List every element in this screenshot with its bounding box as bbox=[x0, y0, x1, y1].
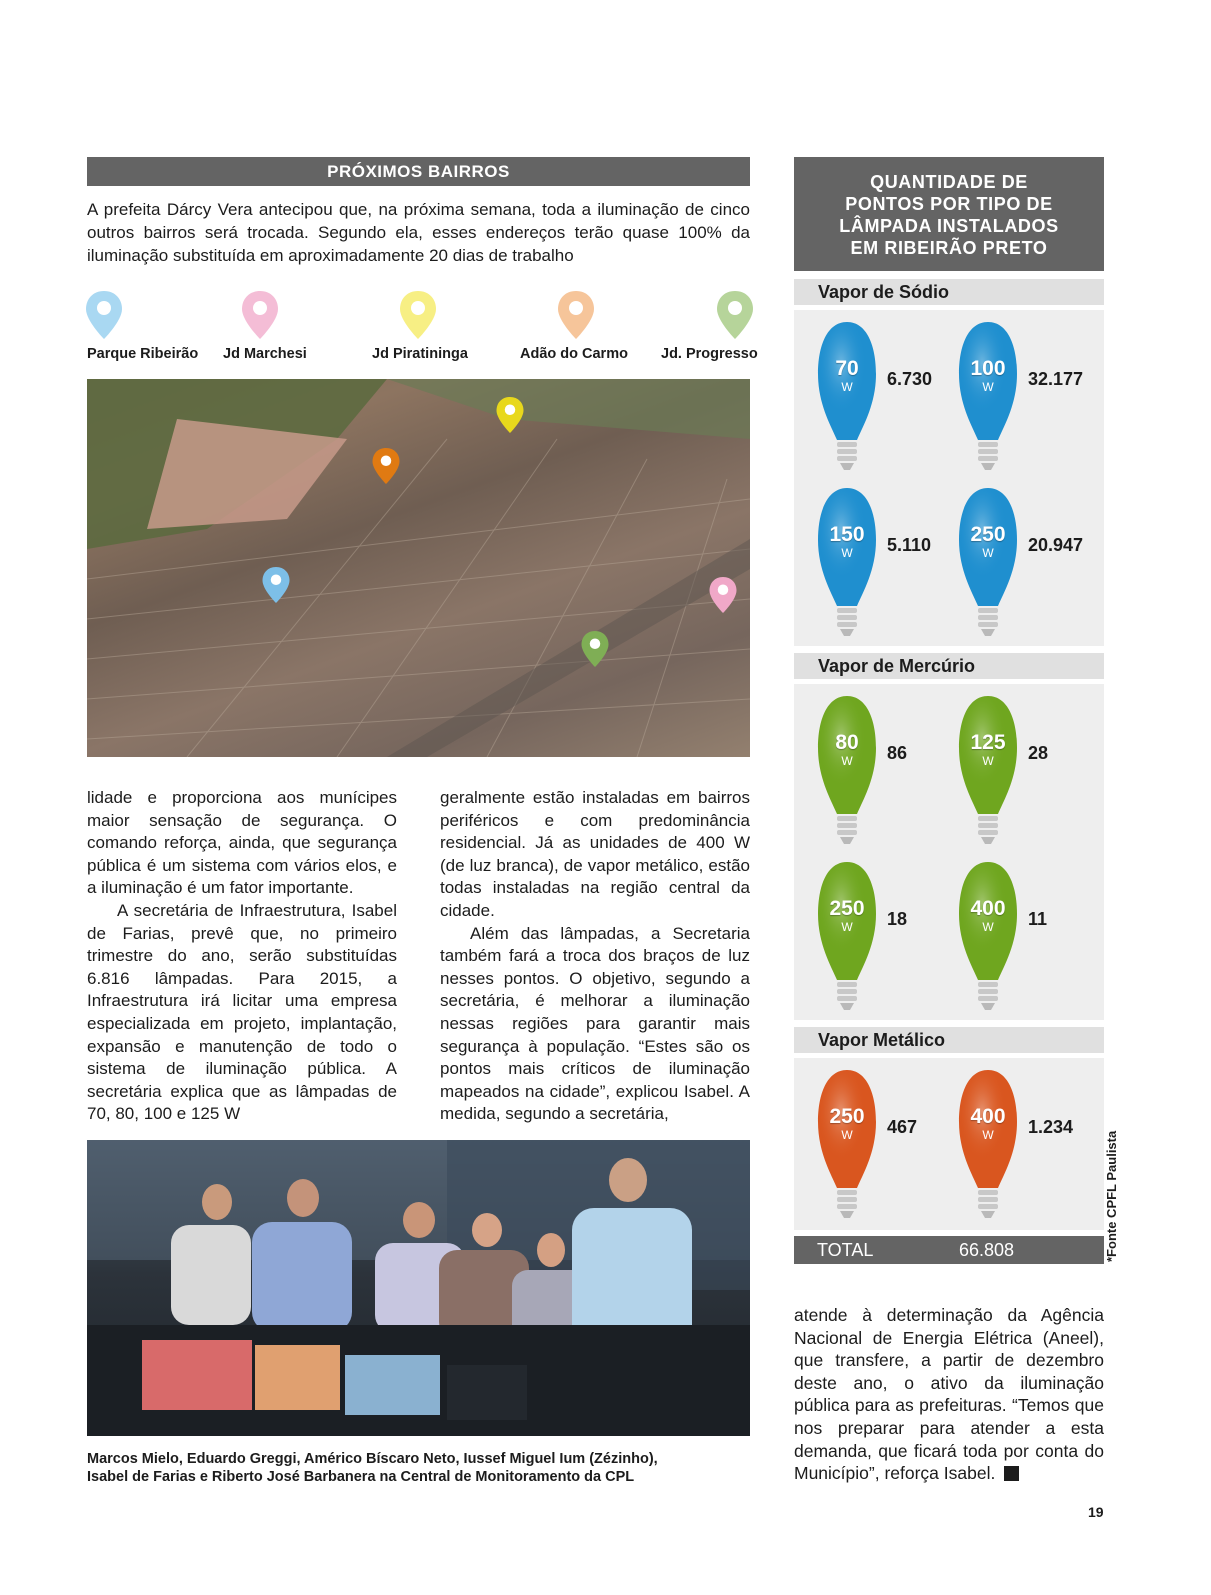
lamp-unit: W bbox=[982, 920, 994, 934]
lamp-count: 86 bbox=[887, 743, 908, 763]
pin-icon bbox=[398, 289, 438, 341]
caption-line: Marcos Mielo, Eduardo Greggi, Américo Bíscaro Neto, Iussef Miguel Ium (Zézinho), bbox=[87, 1451, 658, 1467]
neighborhood-label: Adão do Carmo bbox=[520, 346, 628, 362]
lamp-count: 18 bbox=[887, 909, 908, 929]
lamp-count: 20.947 bbox=[1028, 535, 1084, 555]
pin-icon bbox=[84, 289, 124, 341]
neighborhood-label: Jd Marchesi bbox=[223, 346, 307, 362]
sidebar-closing-text bbox=[794, 1304, 1104, 1485]
sidebar-title-line: LÂMPADA INSTALADOS bbox=[839, 216, 1059, 236]
lamp-count: 6.730 bbox=[887, 369, 933, 389]
intro-paragraph: A prefeita Dárcy Vera antecipou que, na próxima semana, toda a iluminação de cinco outros bairros será trocada. Segundo ela, esses endereços terão quase 100% da iluminação substituída em aproximadamente 20 dias de trabalho bbox=[87, 200, 750, 265]
pin-icon bbox=[715, 289, 755, 341]
paragraph: lidade e proporciona aos munícipes maior sensação de segurança. O comando reforça, ainda, que segurança pública é um sistema com vários elos, e a iluminação é um fator importante. bbox=[87, 788, 397, 898]
lamp-wattage: 70 bbox=[835, 357, 859, 380]
lamp-wattage: 80 bbox=[835, 731, 859, 754]
aerial-map-image bbox=[87, 379, 750, 757]
lamp-count: 5.110 bbox=[887, 535, 932, 555]
lamp-wattage: 100 bbox=[970, 357, 1006, 380]
category-header: Vapor de Mercúrio bbox=[794, 653, 1104, 679]
sidebar-title-line: QUANTIDADE DE bbox=[870, 172, 1028, 192]
lamp-wattage: 250 bbox=[829, 1105, 865, 1128]
map-pin-icon bbox=[580, 628, 610, 675]
group-photo bbox=[87, 1140, 750, 1436]
sidebar-title-line: PONTOS POR TIPO DE bbox=[845, 194, 1053, 214]
paragraph: geralmente estão instaladas em bairros periféricos e com predominância residencial. Já as unidades de 400 W (de luz branca), de vapor metálico, estão todas instaladas na região central da cidade. bbox=[440, 788, 750, 920]
article-column-right bbox=[440, 787, 750, 1126]
section-title-bar bbox=[87, 157, 750, 186]
neighborhood-label: Parque Ribeirão bbox=[87, 346, 199, 362]
lamp-count: 28 bbox=[1028, 743, 1049, 763]
lamp-count: 11 bbox=[1028, 909, 1048, 929]
map-pin-icon bbox=[495, 394, 525, 441]
caption-line: Isabel de Farias e Riberto José Barbanera na Central de Monitoramento da CPL bbox=[87, 1469, 635, 1485]
category-header: Vapor Metálico bbox=[794, 1027, 1104, 1053]
lamp-unit: W bbox=[841, 380, 853, 394]
lamp-bulb-icon bbox=[956, 318, 1020, 474]
sidebar-title-line: EM RIBEIRÃO PRETO bbox=[850, 238, 1048, 258]
lamp-unit: W bbox=[982, 546, 994, 560]
paragraph: atende à determinação da Agência Nacional de Energia Elétrica (Aneel), que transfere, a partir de dezembro deste ano, o ativo da iluminação pública para as prefeituras. “Temos que nos preparar para atender a esta demanda, que ficará toda por conta do Município”, reforça Isabel. bbox=[794, 1305, 1104, 1484]
lamp-count: 467 bbox=[887, 1117, 918, 1137]
lamp-unit: W bbox=[982, 754, 994, 768]
lamp-wattage: 400 bbox=[970, 1105, 1006, 1128]
neighborhood-label: Jd. Progresso bbox=[661, 346, 758, 362]
lamp-bulb-icon bbox=[956, 692, 1020, 848]
total-bar bbox=[794, 1236, 1104, 1264]
total-label: TOTAL bbox=[817, 1240, 874, 1260]
lamp-unit: W bbox=[841, 1128, 853, 1142]
photo-caption bbox=[87, 1450, 750, 1486]
lamp-bulb-icon bbox=[956, 858, 1020, 1014]
pin-icon bbox=[240, 289, 280, 341]
map-pin-icon bbox=[261, 564, 291, 611]
category-header: Vapor de Sódio bbox=[794, 279, 1104, 305]
lamp-bulb-icon bbox=[815, 318, 879, 474]
lamp-wattage: 400 bbox=[970, 897, 1006, 920]
lamp-wattage: 250 bbox=[970, 523, 1006, 546]
end-mark-icon bbox=[1004, 1466, 1019, 1481]
lamp-bulb-icon bbox=[815, 1066, 879, 1222]
lamp-count: 1.234 bbox=[1028, 1117, 1074, 1137]
lamp-unit: W bbox=[841, 754, 853, 768]
paragraph: Além das lâmpadas, a Secretaria também fará a troca dos braços de luz nesses pontos. O objetivo, segundo a secretária, é melhorar a iluminação nessas regiões para garantir mais segurança à população. “Estes são os pontos mais críticos de iluminação mapeados na cidade”, explicou Isabel. A medida, segundo a secretária, bbox=[440, 923, 750, 1124]
sidebar-title bbox=[794, 157, 1104, 271]
lamp-bulb-icon bbox=[956, 484, 1020, 640]
lamp-count: 32.177 bbox=[1028, 369, 1084, 389]
lamp-unit: W bbox=[982, 380, 994, 394]
page-number: 19 bbox=[1088, 1504, 1104, 1520]
map-pin-icon bbox=[708, 574, 738, 621]
source-note: *Fonte CPFL Paulista bbox=[1104, 1130, 1119, 1262]
lamp-wattage: 250 bbox=[829, 897, 865, 920]
lamp-wattage: 150 bbox=[829, 523, 865, 546]
paragraph: A secretária de Infraestrutura, Isabel de Farias, prevê que, no primeiro trimestre do ano, serão substituídas 6.816 lâmpadas. Para 2015, a Infraestrutura irá licitar uma empresa especializada em projeto, implantação, expansão e manutenção de todo o sistema de iluminação pública. A secretária explica que as lâmpadas de 70, 80, 100 e 125 W bbox=[87, 900, 397, 1124]
article-column-left bbox=[87, 787, 397, 1126]
lamp-bulb-icon bbox=[815, 692, 879, 848]
section-title: PRÓXIMOS BAIRROS bbox=[327, 162, 510, 181]
lamp-unit: W bbox=[982, 1128, 994, 1142]
lamp-unit: W bbox=[841, 920, 853, 934]
map-pin-icon bbox=[371, 445, 401, 492]
lamp-bulb-icon bbox=[815, 858, 879, 1014]
lamp-wattage: 125 bbox=[970, 731, 1006, 754]
pin-icon bbox=[556, 289, 596, 341]
total-value: 66.808 bbox=[959, 1240, 1015, 1260]
lamp-bulb-icon bbox=[956, 1066, 1020, 1222]
neighborhood-label: Jd Piratininga bbox=[372, 346, 468, 362]
lamp-bulb-icon bbox=[815, 484, 879, 640]
lamp-unit: W bbox=[841, 546, 853, 560]
